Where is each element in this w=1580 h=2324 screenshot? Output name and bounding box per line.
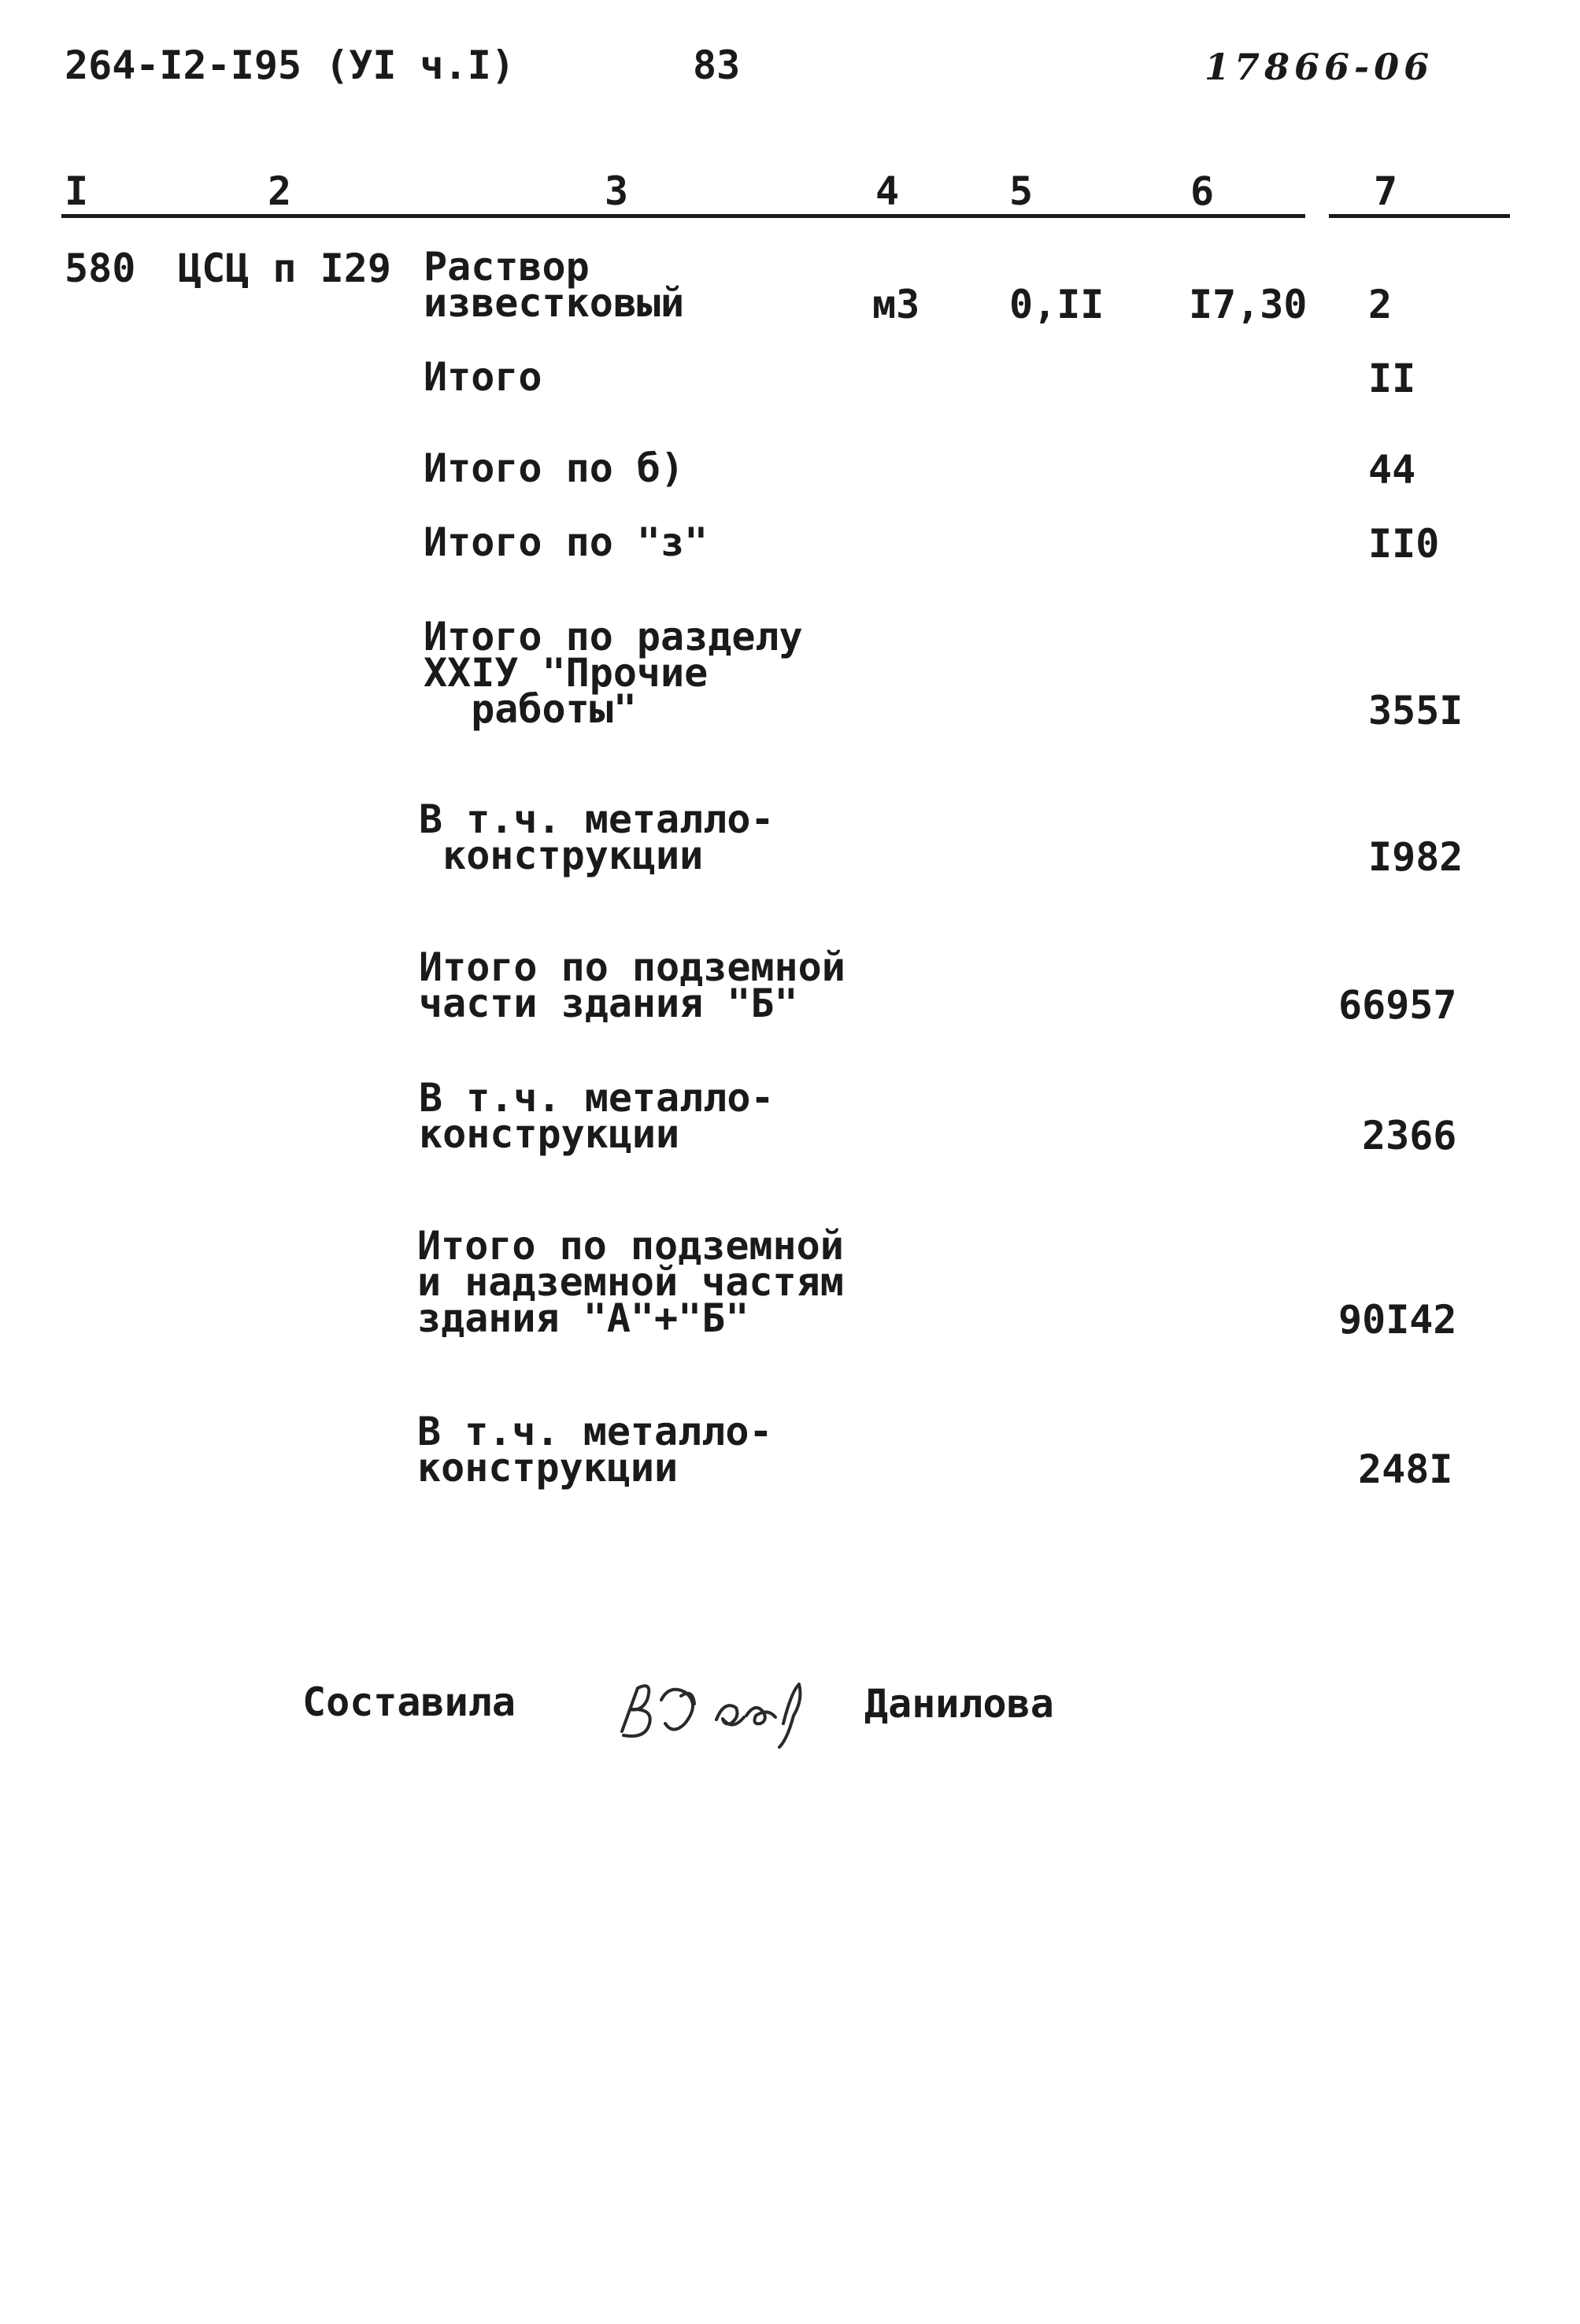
col-header-2: 2 [268,168,292,214]
total-label-9: В т.ч. металло- конструкции [417,1409,773,1491]
total-label-6: Итого по подземной части здания "Б" [419,944,846,1026]
compiled-by-label: Составила [302,1679,516,1725]
total-value-3: II0 [1368,521,1440,567]
row-price: I7,30 [1189,282,1308,327]
compiler-name: Данилова [864,1681,1054,1727]
total-label-4: Итого по разделу XXIУ "Прочие работы" [424,614,803,732]
row-total: 2 [1368,282,1393,327]
total-value-9: 248I [1358,1446,1453,1492]
signature-icon [606,1668,834,1755]
header-rule-right [1329,214,1510,218]
row-ref: ЦСЦ п I29 [178,246,391,291]
header-rule-left [61,214,1305,218]
total-label-3: Итого по "з" [424,519,709,565]
col-header-1: I [65,168,89,214]
row-qty: 0,II [1009,282,1105,327]
col-header-5: 5 [1009,168,1034,214]
row-num: 580 [65,246,136,291]
total-value-2: 44 [1368,447,1416,493]
total-value-4: 355I [1368,688,1463,733]
col-header-6: 6 [1190,168,1215,214]
inventory-number: 17866-06 [1204,46,1434,88]
total-label-5: В т.ч. металло- конструкции [419,796,775,878]
col-header-7: 7 [1374,168,1398,214]
row-name: Раствор известковый [424,244,685,326]
total-value-5: I982 [1368,834,1463,880]
col-header-3: 3 [605,168,629,214]
page-number: 83 [693,42,741,88]
doc-code: 264-I2-I95 (УI ч.I) [65,42,515,88]
row-unit: м3 [872,282,920,327]
total-value-7: 2366 [1362,1113,1457,1158]
total-label-1: Итого [424,354,542,400]
total-label-8: Итого по подземной и надземной частям здания "А"+"Б" [417,1223,844,1341]
col-header-4: 4 [875,168,900,214]
total-value-1: II [1368,356,1416,401]
total-label-2: Итого по б) [424,445,685,491]
total-value-6: 66957 [1338,982,1457,1028]
total-label-7: В т.ч. металло- конструкции [419,1075,775,1157]
total-value-8: 90I42 [1338,1297,1457,1343]
